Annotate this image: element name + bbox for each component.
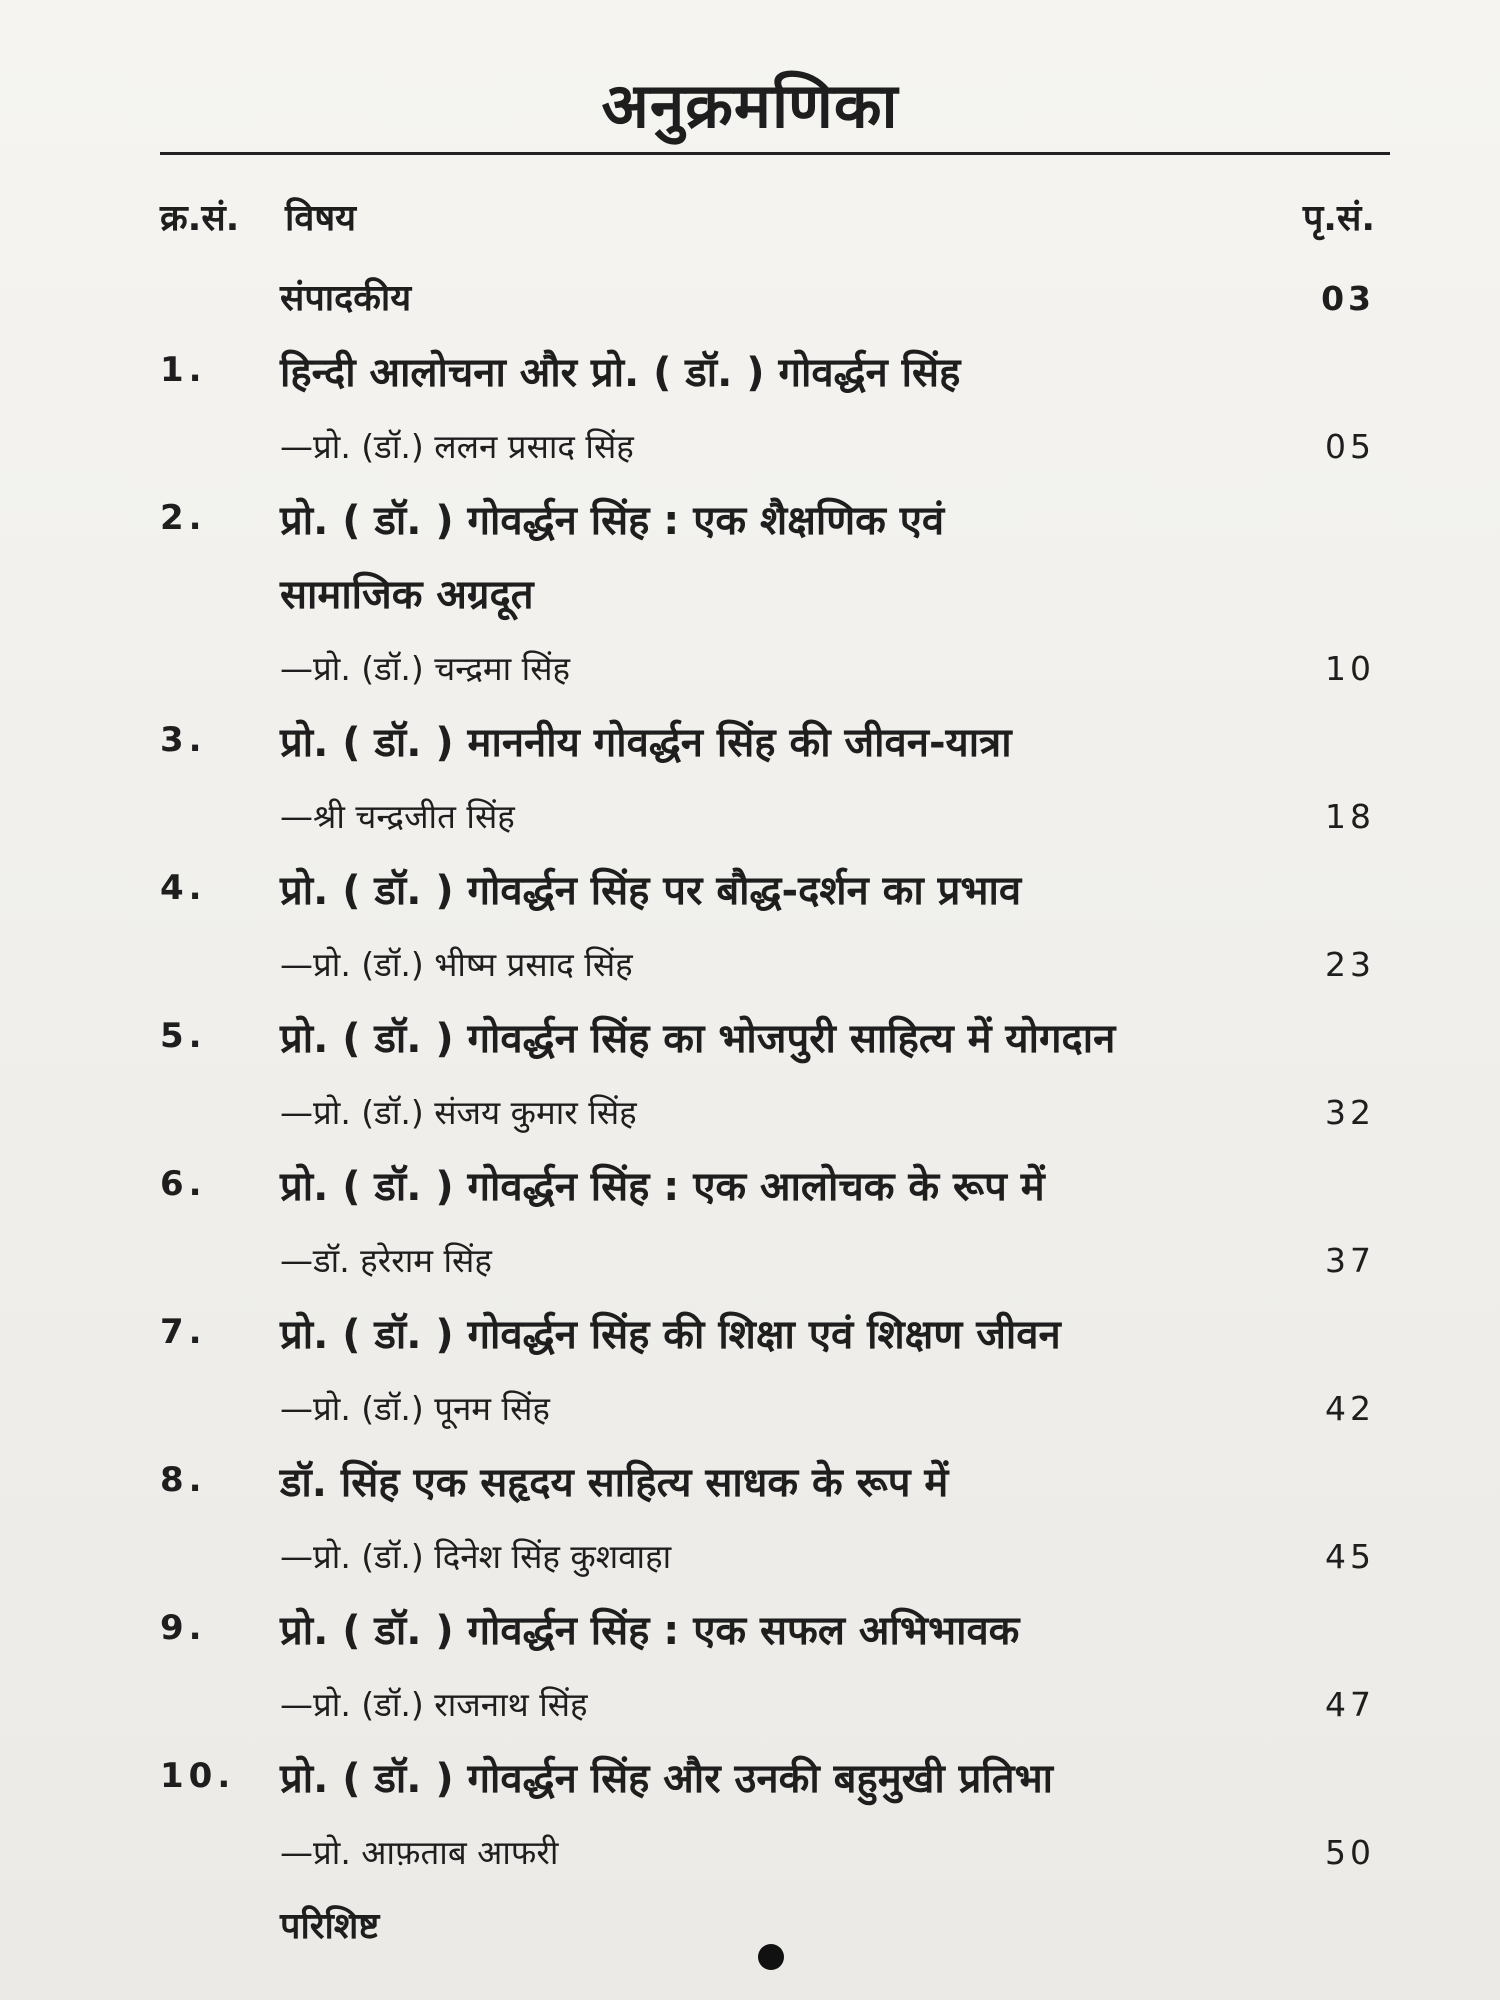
editorial-page: 03 bbox=[1321, 279, 1375, 318]
entry-page: 32 bbox=[1325, 1093, 1375, 1132]
toc-entry bbox=[0, 706, 1500, 854]
entry-page: 18 bbox=[1325, 797, 1375, 836]
toc-entry bbox=[0, 1298, 1500, 1446]
entry-page: 05 bbox=[1325, 427, 1375, 466]
appendix-entry bbox=[0, 1890, 1500, 1964]
entry-author: —प्रो. (डॉ.) संजय कुमार सिंह 32 bbox=[280, 1076, 1500, 1150]
entry-number: 1. bbox=[160, 350, 207, 390]
entry-number: 2. bbox=[160, 498, 207, 538]
editorial-label: संपादकीय 03 bbox=[280, 262, 1500, 336]
entry-number: 5. bbox=[160, 1016, 207, 1056]
entry-number: 8. bbox=[160, 1460, 207, 1500]
page-bullet bbox=[758, 1944, 784, 1970]
entry-number: 3. bbox=[160, 720, 207, 760]
entry-number: 7. bbox=[160, 1312, 207, 1352]
toc-entry bbox=[0, 854, 1500, 1002]
entry-title: प्रो. ( डॉ. ) गोवर्द्धन सिंह की शिक्षा एवं शिक्षण जीवन bbox=[280, 1312, 1061, 1358]
entry-author: —प्रो. (डॉ.) ललन प्रसाद सिंह 05 bbox=[280, 410, 1500, 484]
toc-entry bbox=[0, 1446, 1500, 1594]
contents-list bbox=[0, 262, 1500, 1964]
entry-title: डॉ. सिंह एक सहृदय साहित्य साधक के रूप में bbox=[280, 1460, 949, 1506]
entry-page: 45 bbox=[1325, 1537, 1375, 1576]
entry-title: प्रो. ( डॉ. ) माननीय गोवर्द्धन सिंह की जीवन-यात्रा bbox=[280, 720, 1012, 766]
toc-entry bbox=[0, 1150, 1500, 1298]
entry-title: हिन्दी आलोचना और प्रो. ( डॉ. ) गोवर्द्धन सिंह bbox=[280, 350, 961, 396]
entry-author: —प्रो. (डॉ.) चन्द्रमा सिंह 10 bbox=[280, 632, 1500, 706]
entry-author: —प्रो. (डॉ.) राजनाथ सिंह 47 bbox=[280, 1668, 1500, 1742]
title-divider bbox=[160, 152, 1390, 155]
entry-page: 47 bbox=[1325, 1685, 1375, 1724]
entry-author: —प्रो. (डॉ.) पूनम सिंह 42 bbox=[280, 1372, 1500, 1446]
header-page: पृ.सं. bbox=[1302, 198, 1375, 239]
header-subject: विषय bbox=[285, 198, 357, 239]
toc-entry bbox=[0, 1742, 1500, 1890]
entry-title: प्रो. ( डॉ. ) गोवर्द्धन सिंह पर बौद्ध-दर्शन का प्रभाव bbox=[280, 868, 1022, 914]
entry-author: —डॉ. हरेराम सिंह 37 bbox=[280, 1224, 1500, 1298]
header-serial: क्र.सं. bbox=[160, 198, 240, 239]
entry-author: —प्रो. (डॉ.) भीष्म प्रसाद सिंह 23 bbox=[280, 928, 1500, 1002]
entry-page: 23 bbox=[1325, 945, 1375, 984]
entry-title: प्रो. ( डॉ. ) गोवर्द्धन सिंह का भोजपुरी साहित्य में योगदान bbox=[280, 1016, 1116, 1062]
entry-page: 37 bbox=[1325, 1241, 1375, 1280]
entry-page: 50 bbox=[1325, 1833, 1375, 1872]
entry-page: 10 bbox=[1325, 649, 1375, 688]
entry-author: —प्रो. आफ़ताब आफरी 50 bbox=[280, 1816, 1500, 1890]
toc-entry bbox=[0, 1002, 1500, 1150]
entry-number: 4. bbox=[160, 868, 207, 908]
entry-title: प्रो. ( डॉ. ) गोवर्द्धन सिंह और उनकी बहुमुखी प्रतिभा bbox=[280, 1756, 1054, 1802]
entry-number: 6. bbox=[160, 1164, 207, 1204]
toc-entry bbox=[0, 336, 1500, 484]
entry-title: प्रो. ( डॉ. ) गोवर्द्धन सिंह : एक आलोचक के रूप में bbox=[280, 1164, 1045, 1210]
entry-author: —श्री चन्द्रजीत सिंह 18 bbox=[280, 780, 1500, 854]
entry-number: 9. bbox=[160, 1608, 207, 1648]
toc-entry bbox=[0, 1594, 1500, 1742]
entry-title: प्रो. ( डॉ. ) गोवर्द्धन सिंह : एक शैक्षणिक एवं सामाजिक अग्रदूत bbox=[280, 498, 945, 618]
toc-entry bbox=[0, 484, 1500, 706]
page-title: अनुक्रमणिका bbox=[601, 69, 899, 142]
entry-author: —प्रो. (डॉ.) दिनेश सिंह कुशवाहा 45 bbox=[280, 1520, 1500, 1594]
editorial-entry bbox=[0, 262, 1500, 336]
entry-title: प्रो. ( डॉ. ) गोवर्द्धन सिंह : एक सफल अभिभावक bbox=[280, 1608, 1020, 1654]
entry-number: 10. bbox=[160, 1756, 236, 1796]
entry-page: 42 bbox=[1325, 1389, 1375, 1428]
appendix-label: परिशिष्ट bbox=[280, 1906, 380, 1947]
